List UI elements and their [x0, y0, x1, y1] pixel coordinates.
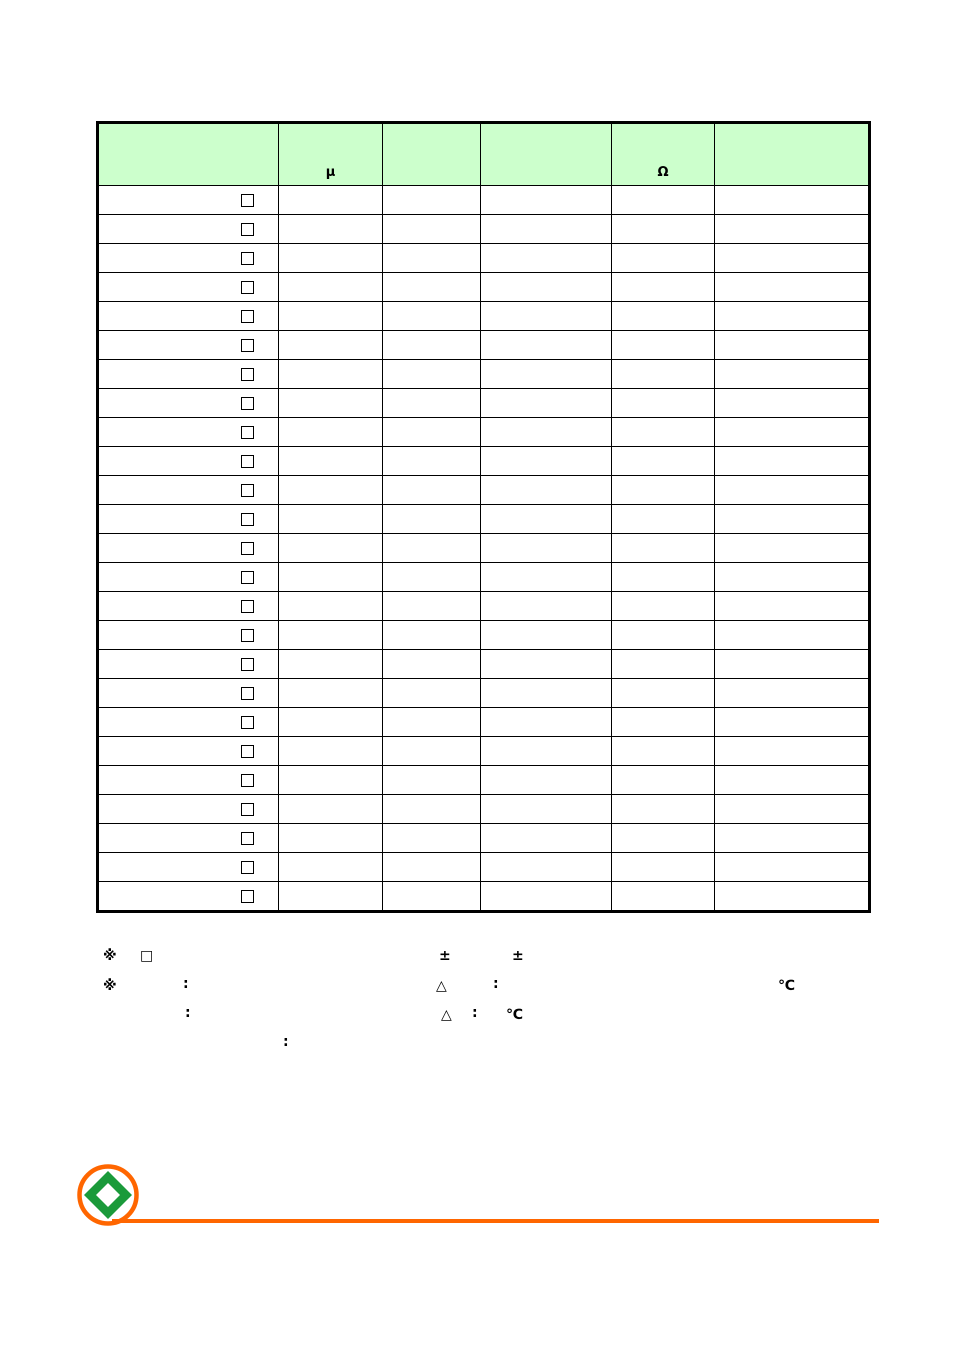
part-box-symbol	[241, 194, 254, 207]
note-2-degree: ℃	[778, 978, 795, 994]
table-cell	[715, 476, 870, 505]
table-cell	[612, 534, 715, 563]
note-1-box-symbol: □	[140, 948, 154, 964]
table-cell	[612, 389, 715, 418]
part-box-symbol	[241, 803, 254, 816]
table-cell	[715, 563, 870, 592]
table-cell	[612, 505, 715, 534]
table-cell	[279, 708, 383, 737]
table-cell	[612, 186, 715, 215]
table-cell	[481, 534, 612, 563]
part-box-symbol	[241, 832, 254, 845]
table-cell	[715, 215, 870, 244]
table-cell	[279, 563, 383, 592]
table-cell	[279, 418, 383, 447]
table-cell	[612, 215, 715, 244]
table-cell	[715, 505, 870, 534]
table-cell	[715, 186, 870, 215]
table-cell	[715, 824, 870, 853]
part-number-cell	[98, 476, 279, 505]
part-box-symbol	[241, 281, 254, 294]
table-row	[98, 505, 870, 534]
table-cell	[279, 766, 383, 795]
part-box-symbol	[241, 339, 254, 352]
part-box-symbol	[241, 716, 254, 729]
table-row	[98, 737, 870, 766]
table-cell	[612, 621, 715, 650]
spec-table	[96, 121, 871, 913]
table-cell	[715, 621, 870, 650]
part-box-symbol	[241, 571, 254, 584]
table-cell	[612, 418, 715, 447]
table-cell	[481, 766, 612, 795]
note-3-colon-1: :	[185, 1005, 191, 1021]
note-2-colon-2: :	[493, 976, 499, 992]
table-cell	[481, 853, 612, 882]
note-4-colon: :	[283, 1034, 289, 1050]
table-cell	[279, 273, 383, 302]
table-cell	[383, 273, 481, 302]
table-cell	[279, 215, 383, 244]
table-cell	[612, 679, 715, 708]
table-cell	[612, 331, 715, 360]
table-body	[98, 186, 870, 912]
table-row	[98, 534, 870, 563]
part-number-cell	[98, 244, 279, 273]
table-cell	[383, 534, 481, 563]
table-cell	[715, 302, 870, 331]
table-cell	[279, 389, 383, 418]
table-row	[98, 186, 870, 215]
table-cell	[279, 853, 383, 882]
table-cell	[279, 302, 383, 331]
table-cell	[383, 795, 481, 824]
table-cell	[383, 621, 481, 650]
table-cell	[481, 505, 612, 534]
footer-orange-rule	[112, 1219, 879, 1223]
table-cell	[383, 563, 481, 592]
part-box-symbol	[241, 890, 254, 903]
table-cell	[612, 476, 715, 505]
note-1-plus-minus-1: ±	[439, 948, 451, 964]
table-cell	[715, 679, 870, 708]
table-cell	[715, 650, 870, 679]
table-row	[98, 795, 870, 824]
table-cell	[481, 302, 612, 331]
table-cell	[279, 360, 383, 389]
table-row	[98, 389, 870, 418]
note-3-degree: ℃	[506, 1007, 523, 1023]
table-cell	[383, 853, 481, 882]
table-row	[98, 331, 870, 360]
table-cell	[383, 650, 481, 679]
table-cell	[383, 418, 481, 447]
table-cell	[279, 186, 383, 215]
table-cell	[481, 621, 612, 650]
part-number-cell	[98, 563, 279, 592]
table-cell	[279, 824, 383, 853]
header-col-3	[383, 123, 481, 186]
table-cell	[715, 447, 870, 476]
table-cell	[612, 302, 715, 331]
part-box-symbol	[241, 455, 254, 468]
header-col-6	[715, 123, 870, 186]
table-cell	[383, 360, 481, 389]
part-number-cell	[98, 418, 279, 447]
table-row	[98, 273, 870, 302]
table-cell	[612, 737, 715, 766]
table-cell	[383, 679, 481, 708]
note-3-triangle: △	[441, 1007, 452, 1023]
table-cell	[612, 882, 715, 912]
table-cell	[715, 331, 870, 360]
table-row	[98, 882, 870, 912]
part-number-cell	[98, 302, 279, 331]
table-row	[98, 360, 870, 389]
part-number-cell	[98, 621, 279, 650]
table-cell	[481, 563, 612, 592]
table-cell	[481, 418, 612, 447]
table-cell	[279, 737, 383, 766]
table-cell	[481, 824, 612, 853]
table-cell	[481, 737, 612, 766]
table-cell	[612, 795, 715, 824]
table-row	[98, 563, 870, 592]
table-cell	[715, 882, 870, 912]
table-cell	[481, 650, 612, 679]
table-cell	[383, 447, 481, 476]
table-cell	[481, 708, 612, 737]
table-cell	[612, 360, 715, 389]
table-row	[98, 766, 870, 795]
table-cell	[279, 244, 383, 273]
part-box-symbol	[241, 484, 254, 497]
table-cell	[715, 795, 870, 824]
table-cell	[612, 273, 715, 302]
table-cell	[481, 215, 612, 244]
note-2-mark: ※	[103, 978, 117, 994]
table-cell	[715, 273, 870, 302]
table-cell	[481, 882, 612, 912]
header-resistance: Ω	[612, 123, 715, 186]
company-logo-icon	[76, 1163, 140, 1227]
table-cell	[715, 244, 870, 273]
table-cell	[715, 389, 870, 418]
part-number-cell	[98, 679, 279, 708]
table-cell	[279, 679, 383, 708]
part-number-cell	[98, 447, 279, 476]
table-cell	[612, 447, 715, 476]
table-cell	[715, 418, 870, 447]
table-header-row	[98, 123, 870, 186]
table-cell	[383, 331, 481, 360]
table-cell	[279, 505, 383, 534]
table-cell	[279, 795, 383, 824]
table-cell	[715, 708, 870, 737]
table-cell	[279, 447, 383, 476]
table-cell	[481, 244, 612, 273]
note-2-triangle: △	[436, 978, 447, 994]
table-cell	[279, 650, 383, 679]
part-box-symbol	[241, 745, 254, 758]
part-box-symbol	[241, 687, 254, 700]
table-cell	[279, 592, 383, 621]
part-number-cell	[98, 273, 279, 302]
table-cell	[481, 476, 612, 505]
table-cell	[481, 360, 612, 389]
table-cell	[383, 476, 481, 505]
table-cell	[279, 882, 383, 912]
table-row	[98, 302, 870, 331]
table-cell	[715, 360, 870, 389]
table-cell	[612, 766, 715, 795]
note-1-mark: ※	[103, 948, 117, 964]
table-cell	[481, 186, 612, 215]
header-inductance: μ	[279, 123, 383, 186]
table-row	[98, 592, 870, 621]
part-number-cell	[98, 737, 279, 766]
part-box-symbol	[241, 629, 254, 642]
table-cell	[383, 824, 481, 853]
part-box-symbol	[241, 310, 254, 323]
part-number-cell	[98, 505, 279, 534]
part-number-cell	[98, 853, 279, 882]
table-cell	[481, 447, 612, 476]
part-box-symbol	[241, 542, 254, 555]
table-cell	[383, 389, 481, 418]
table-cell	[383, 215, 481, 244]
part-box-symbol	[241, 600, 254, 613]
header-part-number	[98, 123, 279, 186]
part-box-symbol	[241, 513, 254, 526]
table-row	[98, 708, 870, 737]
table-cell	[715, 766, 870, 795]
table-cell	[383, 708, 481, 737]
table-row	[98, 244, 870, 273]
part-number-cell	[98, 824, 279, 853]
part-number-cell	[98, 215, 279, 244]
table-cell	[481, 273, 612, 302]
part-box-symbol	[241, 774, 254, 787]
table-row	[98, 447, 870, 476]
part-number-cell	[98, 186, 279, 215]
header-col-4	[481, 123, 612, 186]
table-cell	[612, 563, 715, 592]
note-3-colon-2: :	[472, 1005, 478, 1021]
table-cell	[715, 592, 870, 621]
table-row	[98, 476, 870, 505]
table-row	[98, 650, 870, 679]
part-number-cell	[98, 592, 279, 621]
table-cell	[481, 679, 612, 708]
note-1-plus-minus-2: ±	[512, 948, 524, 964]
part-box-symbol	[241, 426, 254, 439]
table-cell	[279, 476, 383, 505]
table-cell	[279, 331, 383, 360]
table-cell	[279, 534, 383, 563]
table-row	[98, 824, 870, 853]
table-row	[98, 853, 870, 882]
part-number-cell	[98, 360, 279, 389]
table-cell	[383, 592, 481, 621]
table-cell	[715, 737, 870, 766]
table-cell	[715, 853, 870, 882]
table-cell	[481, 592, 612, 621]
table-cell	[383, 302, 481, 331]
table-cell	[612, 244, 715, 273]
part-box-symbol	[241, 252, 254, 265]
table-cell	[279, 621, 383, 650]
table-cell	[383, 882, 481, 912]
table-cell	[383, 186, 481, 215]
table-cell	[383, 244, 481, 273]
table-cell	[612, 824, 715, 853]
table-cell	[612, 650, 715, 679]
table-cell	[612, 708, 715, 737]
part-box-symbol	[241, 861, 254, 874]
table-cell	[383, 766, 481, 795]
table-cell	[383, 505, 481, 534]
table-row	[98, 621, 870, 650]
table-cell	[715, 534, 870, 563]
part-number-cell	[98, 331, 279, 360]
part-number-cell	[98, 795, 279, 824]
part-number-cell	[98, 882, 279, 912]
part-number-cell	[98, 534, 279, 563]
note-2-colon-1: :	[183, 976, 189, 992]
table-cell	[481, 795, 612, 824]
table-cell	[481, 331, 612, 360]
table-row	[98, 418, 870, 447]
table-cell	[612, 853, 715, 882]
part-box-symbol	[241, 368, 254, 381]
part-number-cell	[98, 389, 279, 418]
table-cell	[612, 592, 715, 621]
part-box-symbol	[241, 223, 254, 236]
table-cell	[383, 737, 481, 766]
part-number-cell	[98, 766, 279, 795]
part-box-symbol	[241, 397, 254, 410]
part-number-cell	[98, 708, 279, 737]
part-number-cell	[98, 650, 279, 679]
table-row	[98, 215, 870, 244]
part-box-symbol	[241, 658, 254, 671]
table-row	[98, 679, 870, 708]
table-cell	[481, 389, 612, 418]
